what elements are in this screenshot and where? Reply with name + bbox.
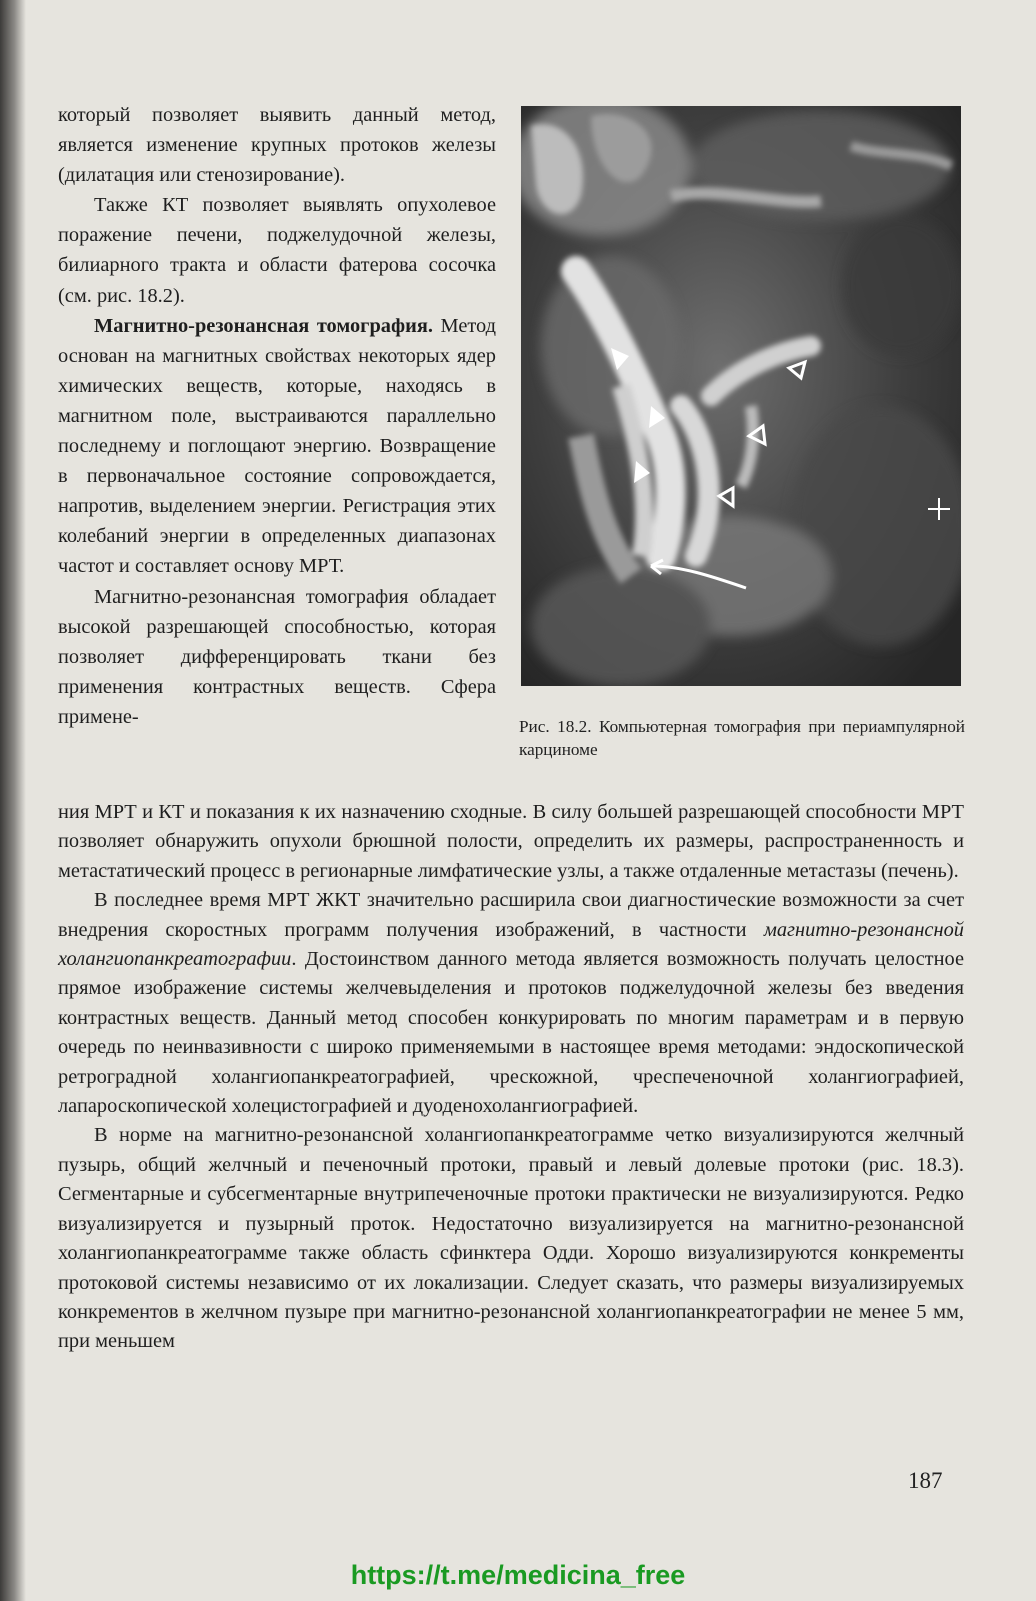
book-spine-shadow	[0, 0, 26, 1601]
paragraph-1: который позволяет выявить данный метод, является изменение крупных протоков железы (дилатация или стенозирование).	[58, 104, 496, 187]
paragraph-5-end: . Достоинством данного метода является возможность получать целостное прямое изображение системы желчевыделения и протоков поджелудочной железы без введения контрастных веществ. Данный метод способен конкурировать по многим параметрам и в первую очередь по неинвазивности с широко применяемыми в настоящее время методами: эндоскопической ретроградной холангиопанкреатографией, чрескожной, чреспеченочной холангиографией, лапароскопической холецистографией и дуоденохолангиографией.	[58, 948, 964, 1118]
paragraph-5	[58, 886, 964, 1121]
watermark-link[interactable]: https://t.me/medicina_free	[350, 1560, 686, 1590]
paragraph-5-start: В последнее время МРТ ЖКТ значительно расширила свои диагностические возможности за счет внедрения скоростных программ получения изображений, в частности	[58, 889, 964, 941]
full-width-text	[58, 798, 964, 1357]
paragraph-6: В норме на магнитно-резонансной холангиопанкреатограмме четко визуализируются желчный пузырь, общий желчный и печеночный протоки, правый и левый долевые протоки (рис. 18.3). Сегментарные и субсегментарные внутрипеченочные протоки практически не визуализируются. Редко визуализируется и пузырный проток. Недостаточно визуализируется на магнитно-резонансной холангиопанкреатограмме также область сфинктера Одди. Хорошо визуализируются конкременты протоковой системы независимо от их локализации. Следует сказать, что размеры визуализируемых конкрементов в желчном пузыре при магнитно-резонансной холангиопанкреатографии не менее 5 мм, при меньшем	[58, 1124, 964, 1353]
paragraph-4: Магнитно-резонансная томография обладает высокой разрешающей способностью, которая позволяет дифференцировать ткани без применения контрастных веществ. Сфера примене-	[58, 585, 496, 728]
ct-scan-figure	[521, 106, 961, 686]
left-text-column	[58, 100, 496, 732]
paragraph-4-continued: ния МРТ и КТ и показания к их назначению сходные. В силу большей разрешающей способности МРТ позволяет обнаружить опухоли брюшной полости, определить их размеры, распространенность и метастатический процесс в регионарные лимфатические узлы, а также отдаленные метастазы (печень).	[58, 801, 964, 882]
paragraph-3	[58, 311, 496, 582]
figure-caption: Рис. 18.2. Компьютерная томография при периампулярной карциноме	[519, 717, 965, 759]
mrt-heading: Магнитно-резонансная томография.	[94, 314, 433, 337]
paragraph-3-text: Метод основан на магнитных свойствах некоторых ядер химических веществ, которые, находясь в магнитном поле, выстраиваются параллельно последнему и поглощают энергию. Возвращение в первоначальное состояние сопровождается, напротив, выделением энергии. Регистрация этих колебаний энергии в определенных диапазонах частот и составляет основу МРТ.	[58, 314, 496, 578]
mrcp-term: магнитно-резонансной холангиопанкреатографии	[58, 918, 964, 971]
page-number: 187	[908, 1468, 943, 1493]
paragraph-2: Также КТ позволяет выявлять опухолевое поражение печени, поджелудочной железы, билиарного тракта и области фатерова сосочка (см. рис. 18.2).	[58, 194, 496, 307]
ct-scan-image	[521, 106, 961, 686]
